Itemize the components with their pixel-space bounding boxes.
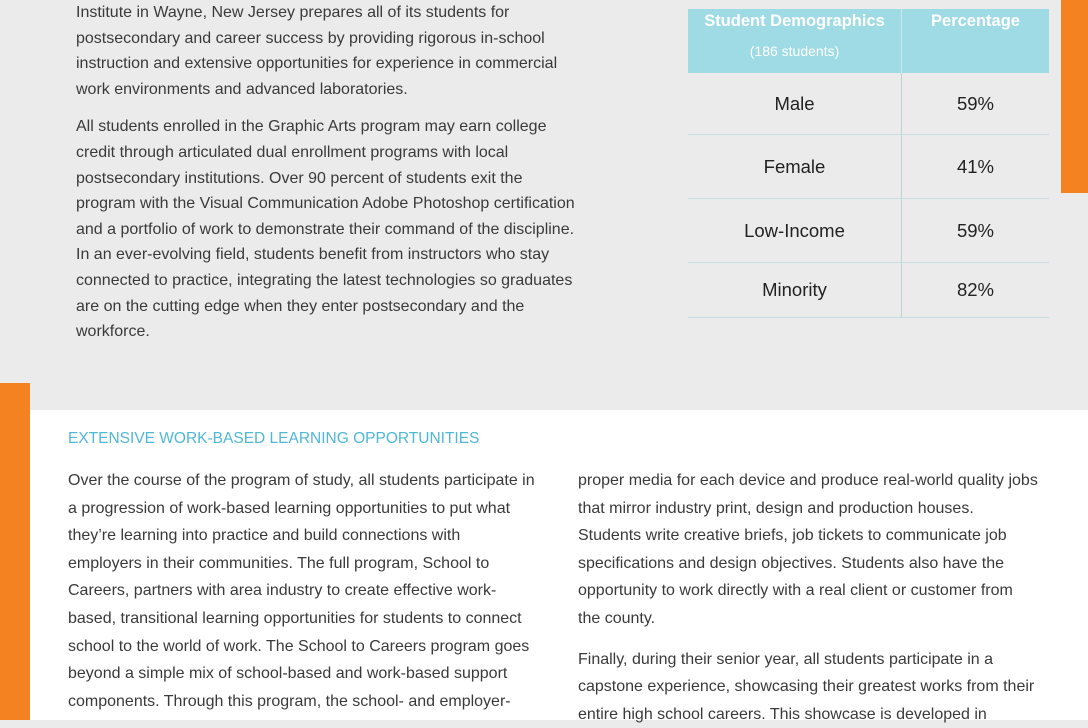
header-student-count: (186 students) [749, 43, 840, 59]
student-demographics-table [688, 9, 1049, 318]
row-value: 59% [902, 199, 1050, 263]
header-demographics [688, 9, 902, 73]
table-header-row [688, 9, 1049, 73]
intro-paragraph-2: All students enrolled in the Graphic Arts program may earn college credit through articulated dual enrollment programs with local postsecondary institutions. Over 90 percent of students exit the program with the Visual Communication Adobe Photoshop certification and a portfolio of work to demonstrate their command of the discipline. In an ever-evolving field, students benefit from instructors who stay connected to practice, integrating the latest technologies so graduates are on the cutting edge when they enter postsecondary and the workforce. [76, 118, 575, 341]
work-based-learning-panel [30, 410, 1088, 723]
table-row [688, 135, 1049, 199]
row-value: 82% [902, 263, 1050, 318]
row-value: 59% [902, 73, 1050, 135]
intro-paragraph-1: Institute in Wayne, New Jersey prepares all of its students for postsecondary and career success by providing rigorous in-school instruction and extensive opportunities for experience in commercial work environments and advanced laboratories. [76, 4, 558, 98]
row-label: Female [688, 135, 902, 199]
row-label: Minority [688, 263, 902, 318]
row-value: 41% [902, 135, 1050, 199]
table-row [688, 199, 1049, 263]
row-label: Low-Income [688, 199, 902, 263]
left-paragraph: Over the course of the program of study, all students participate in a progression of work-based learning opportunities to put what they’re learning into practice and build connections with employers in their communities. The full program, School to Careers, partners with area industry to create effective work-based, transitional learning opportunities for students to connect school to the world of work. The School to Careers program goes beyond a simple mix of school-based and work-based support components. Through this program, the school- and employer- [68, 472, 535, 710]
section-heading: EXTENSIVE WORK-BASED LEARNING OPPORTUNITIES [68, 430, 480, 447]
header-demographics-label: Student Demographics [704, 12, 885, 30]
orange-accent-bar-right [1061, 0, 1088, 193]
right-paragraph-1: proper media for each device and produce real-world quality jobs that mirror industry print, design and production houses. Students write creative briefs, job tickets to communicate job specifications and design objectives. Students also have the opportunity to work directly with a real client or customer from the county. [578, 472, 1038, 627]
left-text-column [68, 467, 538, 715]
table-row [688, 263, 1049, 318]
intro-text-column [76, 0, 576, 345]
table-row [688, 73, 1049, 135]
orange-accent-bar-left [0, 383, 30, 720]
right-paragraph-2: Finally, during their senior year, all students participate in a capstone experience, showcasing their greatest works from their entire high school careers. This showcase is developed in [578, 650, 1035, 723]
right-text-column [578, 467, 1038, 728]
header-percentage-label: Percentage [931, 12, 1020, 30]
row-label: Male [688, 73, 902, 135]
header-percentage [902, 9, 1050, 73]
